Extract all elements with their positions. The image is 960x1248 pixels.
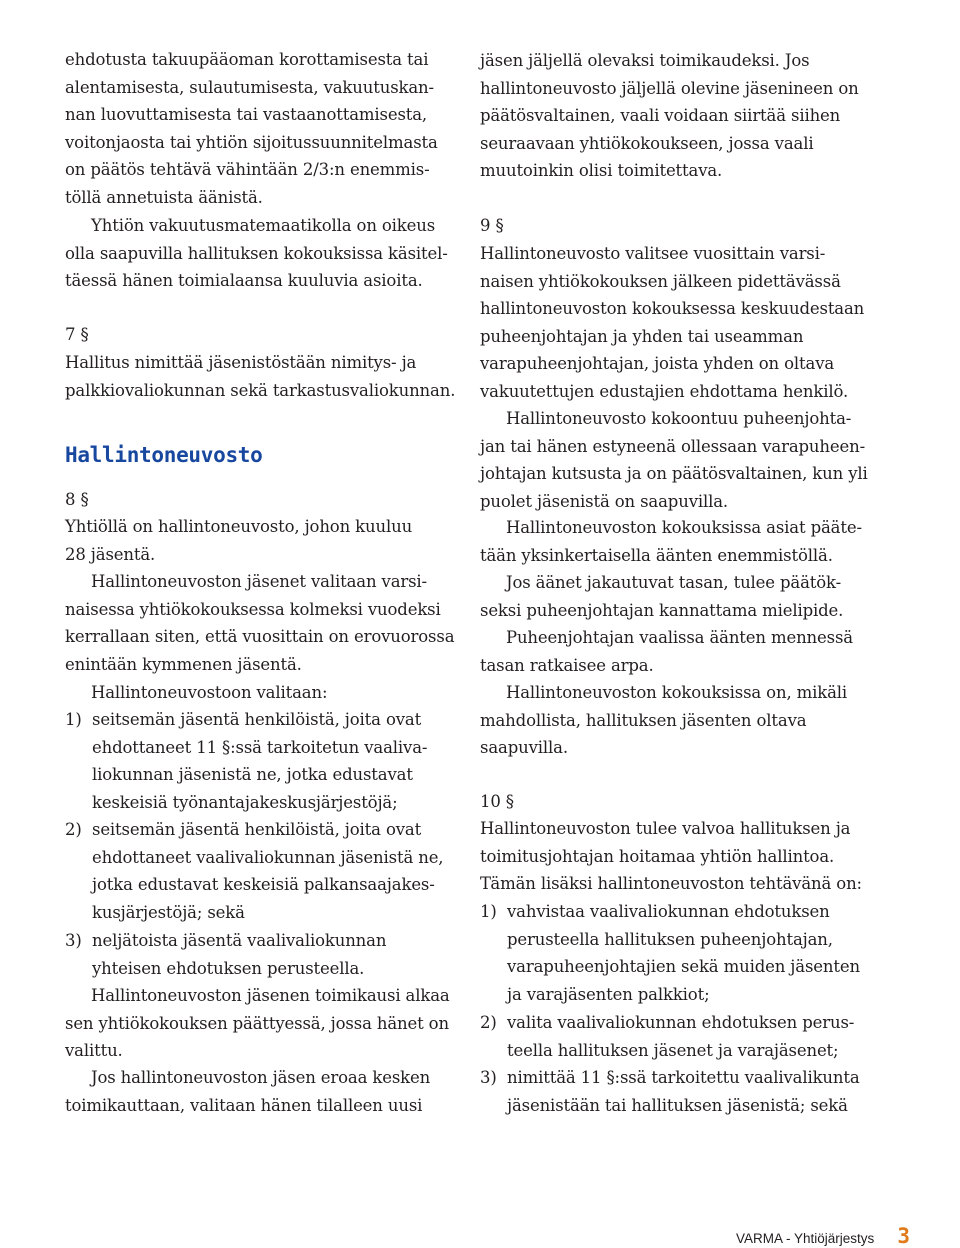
quorum-paragraph-line: puolet jäsenistä on saapuvilla. (480, 491, 729, 511)
section-9-line: varapuheenjohtajan, joista yhden on oltava (480, 354, 835, 374)
elected-list-item (65, 931, 460, 986)
elected-list-item (65, 710, 460, 820)
footer-label: VARMA - Yhtiöjärjestys (735, 1231, 875, 1246)
list-item-line: seitsemän jäsentä henkilöistä, joita ovat (92, 820, 422, 839)
intro-paragraph-line: voitonjaosta tai yhtiön sijoitussuunnitelmasta (65, 132, 438, 152)
list-item-line: ehdottaneet 11 §:ssä tarkoitetun vaaliva- (92, 737, 428, 757)
elected-intro: Hallintoneuvostoon valitaan: (91, 683, 328, 702)
quorum-paragraph-line: johtajan kutsusta ja on päätösvaltainen, kun yli (480, 464, 868, 484)
section-10-line: Hallintoneuvoston tulee valvoa hallituksen ja (480, 819, 851, 838)
list-item-line: varapuheenjohtajien sekä muiden jäsenten (507, 957, 860, 977)
majority-paragraph-line: tään yksinkertaisella äänten enemmistöllä. (480, 545, 833, 565)
intro-paragraph-line: ehdotusta takuupääoman korottamisesta tai (65, 50, 429, 69)
intro-paragraph-line: nan luovuttamisesta tai vastaanottamisesta, (65, 105, 428, 125)
list-item-line: kusjärjestöjä; sekä (92, 902, 245, 922)
continued-paragraph-line: päätösvaltainen, vaali voidaan siirtää siihen (480, 106, 841, 126)
board-paragraph-line: mahdollista, hallituksen jäsenten oltava (480, 710, 807, 730)
term-paragraph-line: Hallintoneuvoston jäsenen toimikausi alkaa (91, 986, 450, 1005)
list-item-line: neljätoista jäsentä vaalivaliokunnan (92, 931, 387, 950)
list-item-number: 2) (480, 1013, 497, 1032)
elected-list-item (65, 820, 460, 930)
section-9-line: naisen yhtiökokouksen jälkeen pidettävässä (480, 271, 841, 291)
duties-list-item (480, 1068, 875, 1123)
list-item-number: 3) (65, 931, 82, 950)
quorum-paragraph-line: jan tai hänen estyneenä ollessaan varapuheen- (480, 436, 866, 456)
section-9-line: hallintoneuvoston kokouksessa keskuudestaan (480, 299, 865, 319)
actuary-paragraph-line: Yhtiön vakuutusmatemaatikolla on oikeus (91, 216, 436, 235)
section-10-line: Tämän lisäksi hallintoneuvoston tehtävänä on: (480, 874, 862, 894)
board-paragraph-line: saapuvilla. (480, 738, 568, 758)
list-item-line: ehdottaneet vaalivaliokunnan jäsenistä ne, (92, 847, 444, 867)
continued-paragraph-line: jäsen jäljellä olevaksi toimikaudeksi. Jos (480, 51, 810, 70)
list-item-line: liokunnan jäsenistä ne, jotka edustavat (92, 765, 413, 785)
term-paragraph-line: sen yhtiökokouksen päättyessä, jossa hänet on (65, 1013, 449, 1033)
board-paragraph-line: Hallintoneuvoston kokouksissa on, mikäli (506, 683, 848, 702)
tie-paragraph-line: seksi puheenjohtajan kannattama mielipide. (480, 600, 844, 620)
section-9-line: puheenjohtajan ja yhden tai useamman (480, 326, 804, 346)
duties-list-item (480, 1013, 875, 1068)
list-item-line: keskeisiä työnantajakeskusjärjestöjä; (92, 792, 398, 812)
list-item-line: jäsenistään tai hallituksen jäsenistä; sekä (507, 1095, 848, 1115)
members-paragraph-line: Hallintoneuvoston jäsenet valitaan varsi- (91, 572, 427, 591)
list-item-number: 2) (65, 820, 82, 839)
section-9-line: Hallintoneuvosto valitsee vuosittain varsi- (480, 244, 826, 263)
list-item-line: perusteella hallituksen puheenjohtajan, (507, 929, 833, 949)
intro-paragraph-line: on päätös tehtävä vähintään 2/3:n enemmis- (65, 160, 430, 180)
continued-paragraph-line: hallintoneuvosto jäljellä olevine jäsenineen on (480, 78, 859, 98)
list-item-number: 1) (480, 902, 497, 921)
tie-paragraph-line: Jos äänet jakautuvat tasan, tulee päätök- (506, 573, 842, 592)
intro-paragraph-line: töllä annetuista äänistä. (65, 188, 263, 207)
actuary-paragraph-line: olla saapuvilla hallituksen kokouksissa käsitel- (65, 243, 448, 263)
list-item-line: valita vaalivaliokunnan ehdotuksen perus- (507, 1013, 855, 1032)
quorum-paragraph-line: Hallintoneuvosto kokoontuu puheenjohta- (506, 409, 852, 428)
section-7-line: palkkiovaliokunnan sekä tarkastusvaliokunnan. (65, 380, 456, 400)
duties-list-item (480, 902, 875, 1012)
actuary-paragraph-line: täessä hänen toimialaansa kuuluvia asioita. (65, 271, 423, 291)
section-8-line: 28 jäsentä. (65, 544, 156, 564)
chair-paragraph-line: tasan ratkaisee arpa. (480, 655, 654, 675)
section-7-line: Hallitus nimittää jäsenistöstään nimitys- ja (65, 353, 417, 372)
section-8-label: 8 § (65, 490, 89, 509)
list-item-line: teella hallituksen jäsenet ja varajäsenet; (507, 1040, 839, 1060)
list-item-number: 1) (65, 710, 82, 729)
list-item-number: 3) (480, 1068, 497, 1087)
list-item-line: nimittää 11 §:ssä tarkoitettu vaalivalikunta (507, 1068, 860, 1087)
list-item-line: vahvistaa vaalivaliokunnan ehdotuksen (507, 902, 830, 921)
section-8-line: Yhtiöllä on hallintoneuvosto, johon kuuluu (65, 517, 413, 536)
list-item-line: ja varajäsenten palkkiot; (507, 984, 710, 1004)
continued-paragraph-line: seuraavaan yhtiökokoukseen, jossa vaali (480, 133, 814, 153)
members-paragraph-line: kerrallaan siten, että vuosittain on erovuorossa (65, 627, 455, 647)
resign-paragraph-line: toimikauttaan, valitaan hänen tilalleen uusi (65, 1095, 423, 1115)
intro-paragraph-line: alentamisesta, sulautumisesta, vakuutuskan- (65, 77, 434, 97)
resign-paragraph-line: Jos hallintoneuvoston jäsen eroaa kesken (91, 1068, 431, 1087)
section-9-line: vakuutettujen edustajien ehdottama henkilö. (480, 382, 849, 401)
chair-paragraph-line: Puheenjohtajan vaalissa äänten mennessä (506, 628, 853, 647)
list-item-line: yhteisen ehdotuksen perusteella. (92, 958, 365, 978)
continued-paragraph-line: muutoinkin olisi toimitettava. (480, 161, 723, 181)
section-heading: Hallintoneuvosto (65, 443, 263, 467)
list-item-line: seitsemän jäsentä henkilöistä, joita ovat (92, 710, 422, 729)
members-paragraph-line: enintään kymmenen jäsentä. (65, 654, 302, 674)
section-9-label: 9 § (480, 216, 504, 235)
members-paragraph-line: naisessa yhtiökokouksessa kolmeksi vuodeksi (65, 599, 441, 619)
majority-paragraph-line: Hallintoneuvoston kokouksissa asiat pääte- (506, 518, 862, 537)
section-10-line: toimitusjohtajan hoitamaa yhtiön hallintoa. (480, 846, 835, 866)
list-item-line: jotka edustavat keskeisiä palkansaajakes- (92, 875, 435, 895)
section-10-label: 10 § (480, 792, 514, 811)
section-7-label: 7 § (65, 325, 89, 344)
page-footer (736, 1224, 910, 1248)
page-number: 3 (897, 1224, 910, 1248)
term-paragraph-line: valittu. (65, 1041, 123, 1061)
